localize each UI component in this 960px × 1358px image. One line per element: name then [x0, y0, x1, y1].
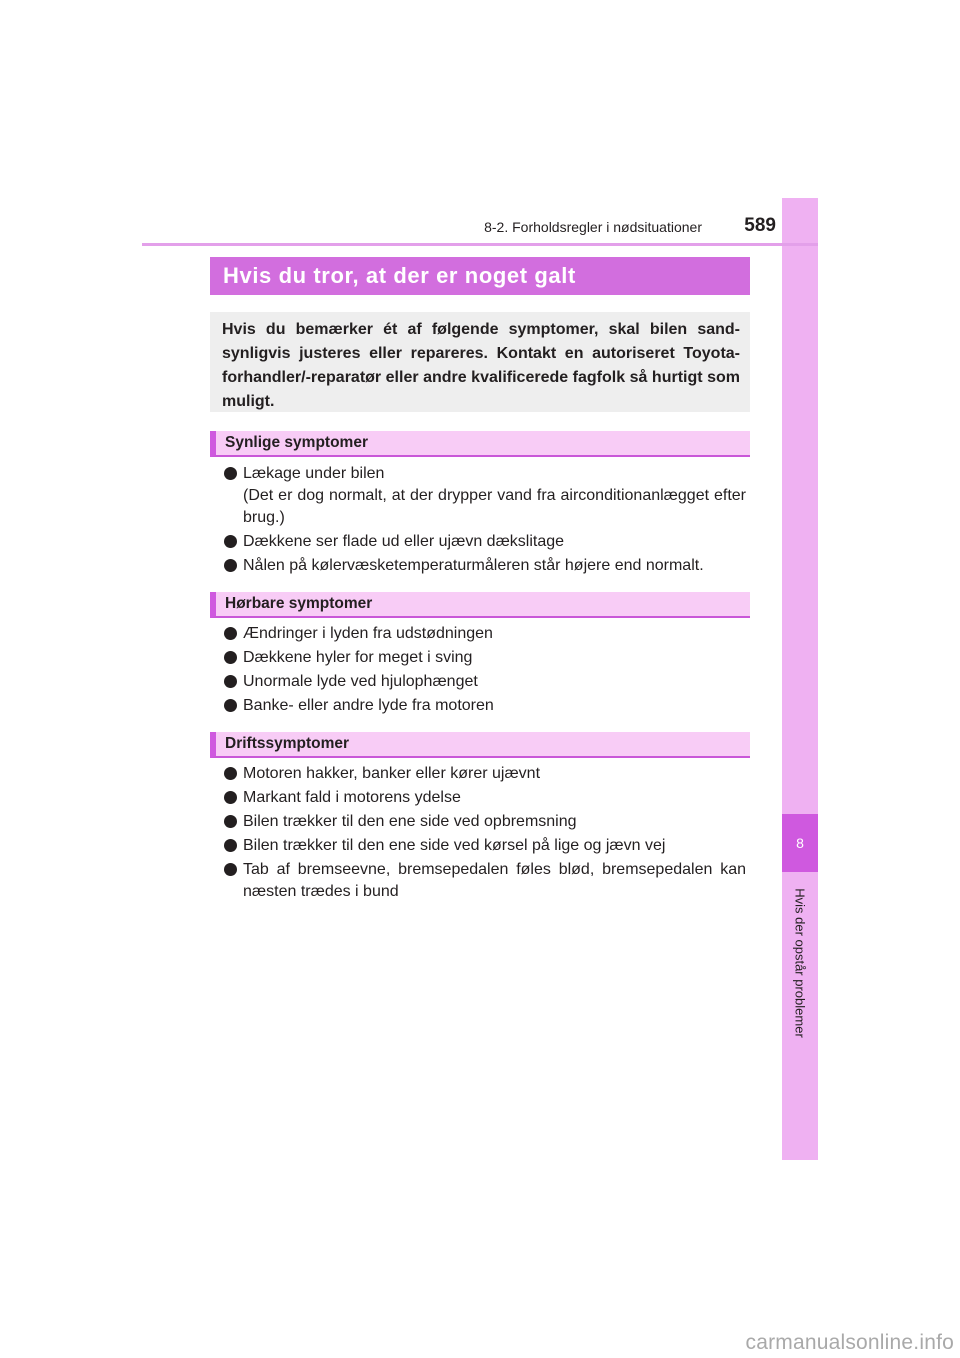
intro-box: Hvis du bemærker ét af følgende symptomer, skal bilen sand-synligvis justeres eller repareres. Kontakt en autoriseret Toyota-forhandler/-reparatør eller andre kvalificerede fagfolk så hurtigt som muligt.: [210, 312, 750, 412]
list-item-text: Lækage under bilen: [243, 465, 385, 482]
subheading-audible-symptoms: Hørbare symptomer: [210, 592, 750, 618]
list-item: [224, 647, 746, 669]
list-item-text: Nålen på kølervæsketemperaturmåleren står højere end normalt.: [243, 557, 704, 574]
subheading-operating-symptoms: Driftssymptomer: [210, 732, 750, 758]
subheading-visible-symptoms: Synlige symptomer: [210, 431, 750, 457]
bullet-icon: [224, 627, 237, 640]
visible-symptoms-list: [224, 463, 746, 579]
audible-symptoms-list: [224, 623, 746, 719]
bullet-icon: [224, 559, 237, 572]
list-item: [224, 835, 746, 857]
list-item: [224, 531, 746, 553]
list-item-text: Bilen trækker til den ene side ved kørsel på lige og jævn vej: [243, 837, 666, 854]
chapter-title-vertical: Hvis der opstår problemer: [792, 888, 808, 1038]
bullet-icon: [224, 699, 237, 712]
list-item: [224, 787, 746, 809]
list-item-text: Markant fald i motorens ydelse: [243, 789, 461, 806]
list-item-note: (Det er dog normalt, at der drypper vand fra airconditionanlægget efter brug.): [243, 487, 746, 526]
list-item-text: Unormale lyde ved hjulophænget: [243, 673, 478, 690]
bullet-icon: [224, 839, 237, 852]
list-item-text: Dækkene hyler for meget i sving: [243, 649, 473, 666]
page-title: Hvis du tror, at der er noget galt: [210, 257, 750, 295]
list-item-text: Banke- eller andre lyde fra motoren: [243, 697, 494, 714]
list-item-text: Motoren hakker, banker eller kører ujævnt: [243, 765, 541, 782]
list-item: [224, 859, 746, 903]
bullet-icon: [224, 767, 237, 780]
header-divider: [142, 243, 818, 246]
list-item-text: Ændringer i lyden fra udstødningen: [243, 625, 493, 642]
list-item: [224, 463, 746, 529]
header-section-title: 8-2. Forholdsregler i nødsituationer: [484, 219, 702, 235]
list-item: [224, 763, 746, 785]
bullet-icon: [224, 791, 237, 804]
chapter-number-tab: 8: [782, 814, 818, 872]
bullet-icon: [224, 863, 237, 876]
bullet-icon: [224, 815, 237, 828]
list-item: [224, 671, 746, 693]
bullet-icon: [224, 675, 237, 688]
list-item: [224, 555, 746, 577]
list-item: [224, 623, 746, 645]
operating-symptoms-list: [224, 763, 746, 905]
list-item: [224, 811, 746, 833]
list-item-text: Dækkene ser flade ud eller ujævn dækslitage: [243, 533, 565, 550]
list-item-text: Bilen trækker til den ene side ved opbremsning: [243, 813, 577, 830]
bullet-icon: [224, 535, 237, 548]
list-item: [224, 695, 746, 717]
watermark: carmanualsonline.info: [745, 1331, 954, 1354]
bullet-icon: [224, 651, 237, 664]
bullet-icon: [224, 467, 237, 480]
list-item-text: Tab af bremseevne, bremsepedalen føles blød, bremsepedalen kan næsten trædes i bund: [243, 861, 746, 900]
page-number: 589: [744, 215, 776, 236]
